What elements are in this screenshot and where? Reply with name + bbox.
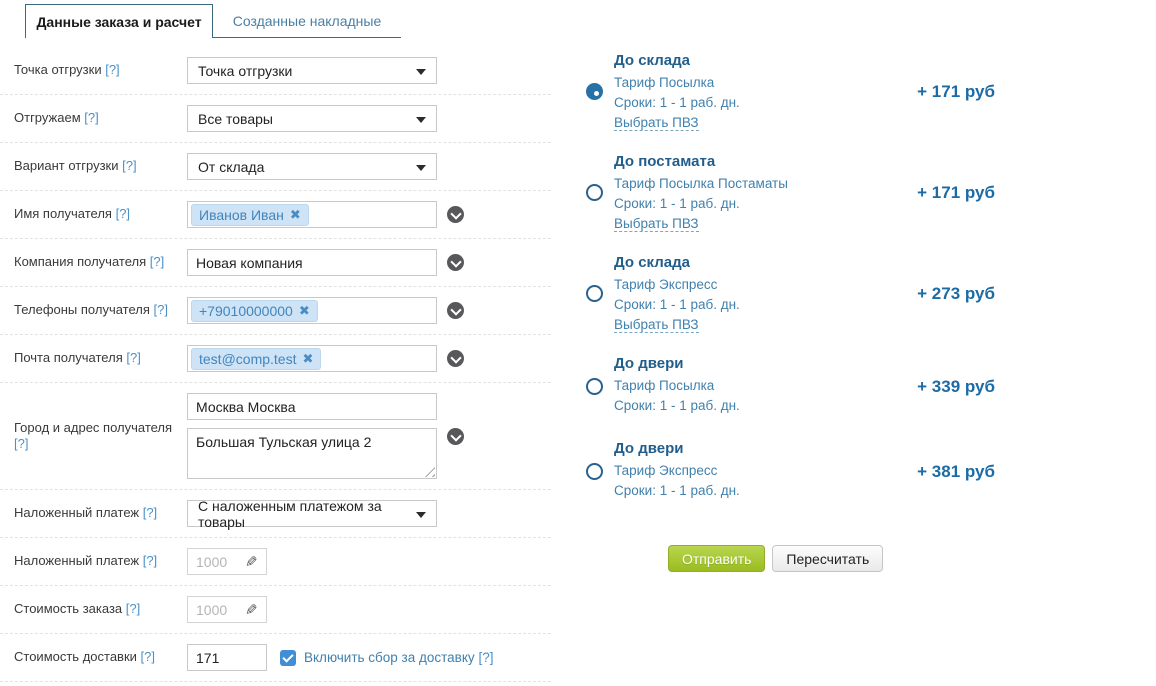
tariff-radio-5[interactable] (586, 463, 603, 480)
shipping-point-select[interactable] (187, 57, 437, 84)
form-row-order-cost (0, 586, 551, 634)
form-row-delivery-cost (0, 634, 551, 682)
select-value: Все товары (198, 110, 273, 127)
tariff-option-4 (574, 355, 995, 418)
shipping-variant-select[interactable] (187, 153, 437, 180)
caret-down-icon (416, 165, 426, 171)
select-value: Точка отгрузки (198, 62, 293, 79)
choose-pvz-link[interactable]: Выбрать ПВЗ (614, 317, 699, 332)
option-terms: Сроки: 1 - 1 раб. дн. (614, 297, 740, 312)
tariff-option-5 (574, 440, 995, 503)
help-icon[interactable]: [?] (153, 302, 168, 318)
label-text: Наложенный платеж (14, 505, 140, 521)
recipient-phone-tag (191, 300, 318, 322)
input-value: Москва Москва (196, 398, 296, 415)
tab-order-data-label: Данные заказа и расчет (36, 13, 202, 30)
form-row-shipping-items (0, 95, 551, 143)
tab-created-invoices[interactable] (213, 4, 401, 38)
form-row-cod-type (0, 490, 551, 538)
expand-chevron-icon[interactable] (447, 350, 464, 367)
submit-button[interactable]: Отправить (668, 545, 765, 572)
help-icon[interactable]: [?] (84, 110, 99, 126)
tab-order-data[interactable] (25, 4, 213, 38)
help-icon[interactable]: [?] (140, 649, 155, 665)
input-value: 1000 (196, 601, 228, 618)
expand-chevron-icon[interactable] (447, 206, 464, 223)
expand-chevron-icon[interactable] (447, 254, 464, 271)
option-price: + 171 руб (917, 182, 995, 202)
help-icon[interactable]: [?] (125, 601, 141, 617)
option-tariff: Тариф Посылка (614, 378, 715, 393)
help-icon[interactable]: [?] (149, 254, 165, 270)
label-text: Стоимость заказа (14, 601, 123, 617)
form-row-recipient-address (0, 383, 551, 490)
caret-down-icon (416, 512, 426, 518)
option-price: + 381 руб (917, 461, 995, 481)
label-text: Имя получателя (14, 206, 112, 222)
recipient-phones-label (14, 302, 187, 318)
form-row-cod-amount (0, 538, 551, 586)
choose-pvz-link[interactable]: Выбрать ПВЗ (614, 216, 699, 231)
shipping-point-label (14, 62, 187, 78)
option-title: До постамата (614, 153, 716, 170)
tab-bar (25, 4, 401, 38)
select-value: С наложенным платежом за товары (198, 497, 382, 530)
edit-pencil-icon[interactable]: ✎ (245, 601, 258, 619)
edit-pencil-icon[interactable]: ✎ (245, 553, 258, 571)
remove-tag-icon[interactable]: ✖ (289, 206, 301, 222)
recipient-email-tag (191, 348, 321, 370)
expand-chevron-icon[interactable] (447, 302, 464, 319)
form-row-recipient-name (0, 191, 551, 239)
label-text: Стоимость доставки (14, 649, 137, 665)
form-row-recipient-phones (0, 287, 551, 335)
recalculate-button[interactable]: Пересчитать (772, 545, 883, 572)
select-value: От склада (198, 158, 265, 175)
order-cost-input[interactable] (187, 596, 267, 623)
help-icon[interactable]: [?] (142, 553, 158, 569)
label-text: Точка отгрузки (14, 62, 102, 78)
recipient-address-label (14, 420, 187, 453)
input-value: 171 (196, 649, 220, 666)
tariff-radio-4[interactable] (586, 378, 603, 395)
help-icon[interactable]: [?] (115, 206, 131, 222)
expand-chevron-icon[interactable] (447, 428, 464, 445)
choose-pvz-link[interactable]: Выбрать ПВЗ (614, 115, 699, 130)
order-form (0, 47, 551, 682)
option-price: + 273 руб (917, 283, 995, 303)
cod-amount-input[interactable] (187, 548, 267, 575)
tag-text: +79010000000 (199, 302, 293, 319)
option-title: До склада (614, 254, 690, 271)
form-row-shipping-point (0, 47, 551, 95)
tariff-radio-2[interactable] (586, 184, 603, 201)
recipient-name-label (14, 206, 187, 222)
option-terms: Сроки: 1 - 1 раб. дн. (614, 95, 740, 110)
order-cost-label (14, 601, 187, 617)
delivery-cost-input[interactable] (187, 644, 267, 671)
remove-tag-icon[interactable]: ✖ (298, 302, 310, 318)
option-tariff: Тариф Экспресс (614, 463, 718, 478)
include-delivery-fee-checkbox[interactable] (280, 650, 296, 666)
label-text: Отгружаем (14, 110, 81, 126)
tariff-option-3 (574, 254, 995, 333)
tariff-radio-1[interactable] (586, 83, 603, 100)
form-row-recipient-company (0, 239, 551, 287)
recipient-company-label (14, 254, 187, 270)
recipient-phones-input[interactable] (187, 297, 437, 324)
option-price: + 171 руб (917, 81, 995, 101)
cod-amount-label (14, 553, 187, 569)
tag-text: test@comp.test (199, 350, 297, 367)
label-text: Почта получателя (14, 350, 123, 366)
option-tariff: Тариф Посылка (614, 75, 715, 90)
shipping-items-label (14, 110, 187, 126)
option-terms: Сроки: 1 - 1 раб. дн. (614, 483, 740, 498)
help-icon[interactable]: [?] (105, 62, 120, 78)
cod-type-label (14, 505, 187, 521)
recipient-street-textarea[interactable] (187, 428, 437, 479)
remove-tag-icon[interactable]: ✖ (302, 350, 314, 366)
help-icon[interactable]: [?] (126, 350, 141, 366)
option-title: До склада (614, 52, 690, 69)
action-buttons (668, 545, 995, 572)
input-value: Новая компания (196, 254, 303, 271)
caret-down-icon (416, 117, 426, 123)
recipient-email-label (14, 350, 187, 366)
shipping-variant-label (14, 158, 187, 174)
help-icon[interactable]: [?] (478, 650, 494, 665)
option-title: До двери (614, 355, 684, 372)
option-tariff: Тариф Посылка Постаматы (614, 176, 788, 191)
tag-text: Иванов Иван (199, 206, 284, 223)
option-title: До двери (614, 440, 684, 457)
form-row-recipient-email (0, 335, 551, 383)
option-terms: Сроки: 1 - 1 раб. дн. (614, 196, 740, 211)
label-text: Включить сбор за доставку (304, 650, 475, 665)
label-text: Телефоны получателя (14, 302, 150, 318)
cod-type-select[interactable] (187, 497, 437, 530)
caret-down-icon (416, 69, 426, 75)
textarea-value: Большая Тульская улица 2 (196, 434, 372, 450)
recipient-city-input[interactable] (187, 393, 437, 420)
option-tariff: Тариф Экспресс (614, 277, 718, 292)
tariff-radio-3[interactable] (586, 285, 603, 302)
recipient-company-input[interactable] (187, 249, 437, 276)
help-icon[interactable]: [?] (122, 158, 137, 174)
recipient-email-input[interactable] (187, 345, 437, 372)
tariff-option-1 (574, 52, 995, 131)
label-text: Наложенный платеж (14, 553, 140, 569)
help-icon[interactable]: [?] (14, 436, 29, 451)
label-text: Компания получателя (14, 254, 147, 270)
tab-created-invoices-label: Созданные накладные (232, 12, 382, 29)
tariff-option-2 (574, 153, 995, 232)
option-terms: Сроки: 1 - 1 раб. дн. (614, 398, 740, 413)
input-value: 1000 (196, 553, 228, 570)
recipient-name-input[interactable] (187, 201, 437, 228)
label-text: Город и адрес получателя (14, 419, 173, 435)
recipient-name-tag (191, 204, 309, 226)
help-icon[interactable]: [?] (142, 505, 158, 521)
form-row-shipping-variant (0, 143, 551, 191)
option-price: + 339 руб (917, 376, 995, 396)
delivery-cost-label (14, 649, 187, 665)
include-delivery-fee-label (304, 650, 493, 665)
label-text: Вариант отгрузки (14, 158, 119, 174)
shipping-items-select[interactable] (187, 105, 437, 132)
tariff-options (574, 52, 995, 572)
